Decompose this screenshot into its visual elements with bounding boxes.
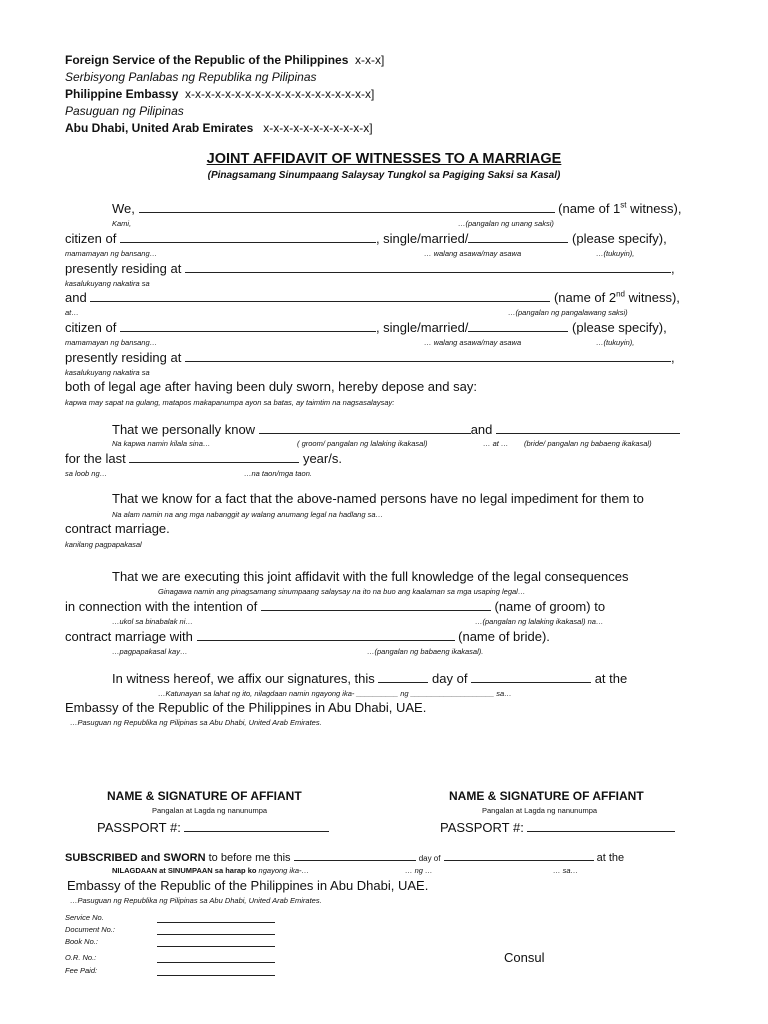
and-label: and	[470, 422, 493, 437]
groom-intention-field[interactable]	[261, 598, 491, 611]
pangalan-babaeng-tl: …(pangalan ng babaeng ikakasal).	[367, 647, 484, 656]
citizen-line-2	[65, 319, 667, 335]
nilagdaan-line	[112, 866, 309, 875]
years-label: year/s.	[302, 451, 342, 466]
please-specify-label: (please specify),	[572, 320, 667, 335]
groom-name-field[interactable]	[259, 421, 471, 434]
ginagawa-tl: Ginagawa namin ang pinagsamang sinumpaang salaysay na ito na buo ang kaalaman sa mga usaping legal…	[158, 587, 526, 596]
witness-hereof-label: In witness hereof, we affix our signatures, this	[112, 671, 375, 686]
header-mask: x-x-x-x-x-x-x-x-x-x-x-x-x-x-x-x-x-x-x]	[185, 87, 375, 101]
civil-status-field-1[interactable]	[468, 230, 568, 243]
kasalukuyang-tl: kasalukuyang nakatira sa	[65, 279, 150, 288]
record-label: O.R. No.:	[65, 953, 97, 962]
kami-tl: Kami,	[112, 219, 132, 228]
affiant-label-left: NAME & SIGNATURE OF AFFIANT	[107, 789, 302, 803]
record-field[interactable]	[157, 913, 275, 923]
header-service-label: Foreign Service of the Republic of the Philippines	[65, 53, 349, 67]
know-fact-line: That we know for a fact that the above-named persons have no legal impediment for them to	[112, 491, 644, 506]
residing-label: presently residing at	[65, 350, 182, 365]
record-row	[65, 925, 115, 934]
please-specify-label: (please specify),	[572, 231, 667, 246]
ordinal-sup: st	[620, 200, 627, 210]
contract-with-line	[65, 628, 550, 644]
comma: ,	[670, 350, 675, 365]
for-the-last-label: for the last	[65, 451, 126, 466]
witness-hereof-line	[112, 670, 627, 686]
header-embassy-tl: Pasuguan ng Pilipinas	[65, 104, 184, 118]
passport-line-left	[97, 819, 329, 835]
comma: ,	[670, 261, 675, 276]
pangalan-lalaking-tl: …(pangalan ng lalaking ikakasal) na…	[475, 617, 604, 626]
record-row	[65, 937, 98, 946]
and-line	[65, 289, 680, 305]
residing-line-2	[65, 349, 675, 365]
in-connection-label: in connection with the intention of	[65, 599, 258, 614]
sworn-day-field[interactable]	[294, 850, 416, 861]
ordinal-sup: nd	[616, 289, 626, 299]
consul-label: Consul	[504, 950, 545, 965]
bride-name-field[interactable]	[496, 421, 680, 434]
name-second-label: (name of 2	[553, 290, 617, 305]
header-block	[65, 52, 384, 137]
na-taon-tl: …na taon/mga taon.	[244, 469, 312, 478]
mamamayan-tl: mamamayan ng bansang…	[65, 338, 158, 347]
for-the-last-line	[65, 450, 342, 466]
name-first-label-end: witness),	[626, 201, 682, 216]
sa-tl: … sa…	[553, 866, 579, 875]
witness-month-field[interactable]	[471, 670, 591, 683]
civil-status-label: , single/married/	[375, 231, 469, 246]
ngayong-tl: ngayong ika-…	[256, 866, 309, 875]
walang-asawa-tl: … walang asawa/may asawa	[424, 338, 522, 347]
sworn-line	[65, 850, 624, 864]
in-connection-line	[65, 598, 605, 614]
years-field[interactable]	[129, 450, 299, 463]
sworn-at-the-label: at the	[596, 852, 625, 864]
record-row	[65, 953, 96, 962]
bride-tl: (bride/ pangalan ng babaeng ikakasal)	[524, 439, 652, 448]
civil-status-label: , single/married/	[375, 320, 469, 335]
name-first-label: (name of 1	[558, 201, 621, 216]
civil-status-field-2[interactable]	[468, 319, 568, 332]
first-witness-name-field[interactable]	[139, 200, 555, 213]
executing-line: That we are executing this joint affidavit with the full knowledge of the legal consequences	[112, 569, 629, 584]
record-row	[65, 913, 104, 922]
header-location-label: Abu Dhabi, United Arab Emirates	[65, 121, 254, 135]
citizen-line-1	[65, 230, 667, 246]
passport-field-left[interactable]	[184, 819, 329, 832]
witness-day-field[interactable]	[378, 670, 428, 683]
to-before-label: to before me this	[205, 852, 291, 864]
at-the-label: at the	[594, 671, 628, 686]
pagpapakasal-tl: …pagpapakasal kay…	[112, 647, 188, 656]
na-kapwa-tl: Na kapwa namin kilala sina…	[112, 439, 211, 448]
legal-age-line: both of legal age after having been duly sworn, hereby depose and say:	[65, 379, 477, 394]
tukuyin-tl: …(tukuyin),	[596, 338, 635, 347]
ukol-tl: …ukol sa binabalak ni…	[112, 617, 193, 626]
header-embassy-label: Philippine Embassy	[65, 87, 179, 101]
citizen-label: citizen of	[65, 231, 117, 246]
record-row	[65, 966, 97, 975]
second-witness-name-field[interactable]	[90, 289, 550, 302]
document-subtitle: (Pinagsamang Sinumpaang Salaysay Tungkol sa Pagiging Saksi sa Kasal)	[207, 170, 561, 181]
name-of-groom-label: (name of groom) to	[494, 599, 606, 614]
affiant-tl-right: Pangalan at Lagda ng nanunumpa	[482, 806, 598, 815]
record-label: Book No.:	[65, 937, 98, 946]
sworn-day-of-label: day of	[418, 854, 441, 863]
bride-intention-field[interactable]	[197, 628, 455, 641]
sworn-embassy-line: Embassy of the Republic of the Philippines in Abu Dhabi, UAE.	[67, 878, 429, 893]
katunayan-tl: …Katunayan sa lahat ng ito, nilagdaan namin ngayong ika- __________ ng ____________________ sa…	[158, 689, 512, 698]
tukuyin-tl: …(tukuyin),	[596, 249, 635, 258]
address-field-1[interactable]	[185, 260, 671, 273]
header-mask: x-x-x-x-x-x-x-x-x-x-x]	[263, 121, 373, 135]
nilagdaan-tl: NILAGDAAN at SINUMPAAN sa harap ko	[112, 866, 257, 875]
document-title: JOINT AFFIDAVIT OF WITNESSES TO A MARRIAGE	[206, 151, 562, 167]
groom-tl: ( groom/ pangalan ng lalaking ikakasal)	[297, 439, 428, 448]
residing-line-1	[65, 260, 675, 276]
record-field[interactable]	[157, 953, 275, 963]
personally-know-label: That we personally know	[112, 422, 256, 437]
kapwa-sapat-tl: kapwa may sapat na gulang, matapos makapanumpa ayon sa batas, ay taimtim na nagsasalaysay:	[65, 398, 395, 407]
ng-tl: … ng …	[405, 866, 433, 875]
affiant-tl-left: Pangalan at Lagda ng nanunumpa	[152, 806, 268, 815]
sworn-pasuguan-tl: …Pasuguan ng Republika ng Pilipinas sa Abu Dhabi, United Arab Emirates.	[70, 896, 322, 905]
passport-line-right	[440, 819, 675, 835]
at-dots-tl: … at …	[483, 439, 509, 448]
citizenship-field-2[interactable]	[120, 319, 376, 332]
record-label: Service No.	[65, 913, 104, 922]
and-label: and	[65, 290, 87, 305]
record-field[interactable]	[157, 966, 275, 976]
residing-label: presently residing at	[65, 261, 182, 276]
pangalan-pangalawang-tl: …(pangalan ng pangalawang saksi)	[508, 308, 628, 317]
sa-loob-tl: sa loob ng…	[65, 469, 108, 478]
day-of-label: day of	[432, 671, 468, 686]
record-label: Document No.:	[65, 925, 116, 934]
we-label: We,	[112, 201, 135, 216]
header-mask: x-x-x]	[355, 53, 385, 67]
passport-label: PASSPORT #:	[97, 820, 181, 835]
pasuguan-tl: …Pasuguan ng Republika ng Pilipinas sa Abu Dhabi, United Arab Emirates.	[70, 718, 322, 727]
citizen-label: citizen of	[65, 320, 117, 335]
record-field[interactable]	[157, 925, 275, 935]
walang-asawa-tl: … walang asawa/may asawa	[424, 249, 522, 258]
address-field-2[interactable]	[185, 349, 671, 362]
na-alam-tl: Na alam namin na ang mga nabanggit ay walang anumang legal na hadlang sa…	[112, 510, 384, 519]
record-field[interactable]	[157, 937, 275, 947]
kasalukuyang-tl: kasalukuyang nakatira sa	[65, 368, 150, 377]
contract-marriage-line: contract marriage.	[65, 521, 170, 536]
citizenship-field-1[interactable]	[120, 230, 376, 243]
we-line	[112, 200, 681, 216]
name-second-label-end: witness),	[625, 290, 680, 305]
kanilang-tl: kanilang pagpapakasal	[65, 540, 142, 549]
header-service-tl: Serbisyong Panlabas ng Republika ng Pilipinas	[65, 70, 317, 84]
affiant-label-right: NAME & SIGNATURE OF AFFIANT	[449, 789, 644, 803]
name-of-bride-label: (name of bride).	[458, 629, 550, 644]
embassy-line: Embassy of the Republic of the Philippines in Abu Dhabi, UAE.	[65, 700, 427, 715]
contract-with-label: contract marriage with	[65, 629, 193, 644]
subscribed-sworn-label: SUBSCRIBED and SWORN	[65, 852, 206, 864]
pangalan-unang-tl: …(pangalan ng unang saksi)	[458, 219, 554, 228]
passport-label: PASSPORT #:	[440, 820, 524, 835]
mamamayan-tl: mamamayan ng bansang…	[65, 249, 158, 258]
passport-field-right[interactable]	[527, 819, 675, 832]
sworn-month-field[interactable]	[444, 850, 594, 861]
record-label: Fee Paid:	[65, 966, 98, 975]
personally-know-line	[112, 421, 680, 437]
at-tl: at…	[65, 308, 79, 317]
